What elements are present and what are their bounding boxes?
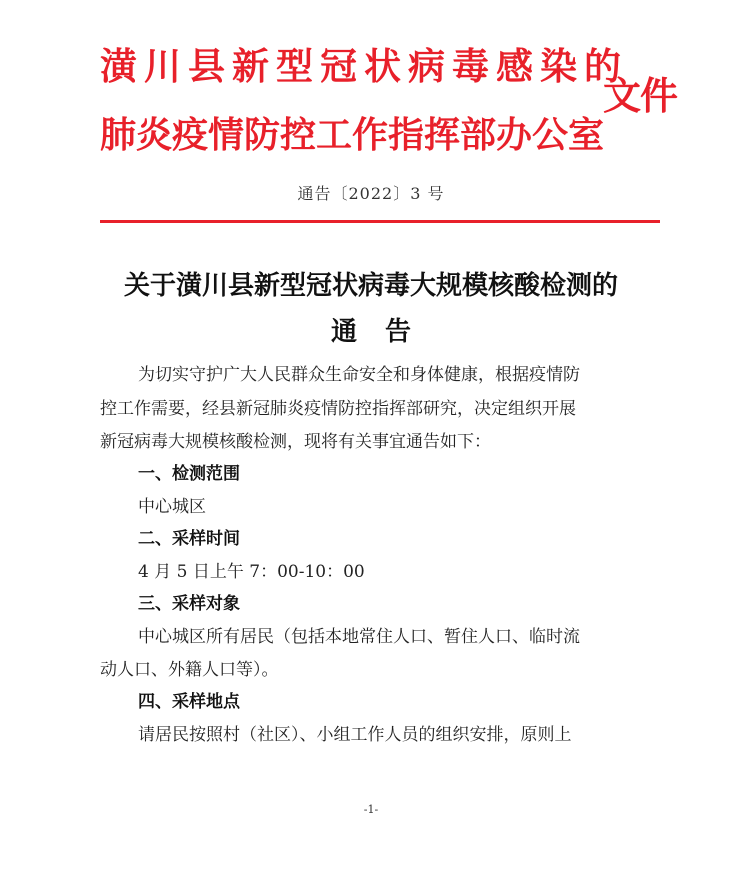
section-text-subjects-line-1: 中心城区所有居民（包括本地常住人口、暂住人口、临时流 <box>138 627 580 647</box>
document-label: 文件 <box>603 73 678 118</box>
section-heading-subjects: 三、采样对象 <box>138 594 240 614</box>
section-text-scope: 中心城区 <box>138 497 206 517</box>
section-heading-scope: 一、检测范围 <box>138 464 240 484</box>
red-divider <box>100 220 660 223</box>
issuer-name-line-2: 肺炎疫情防控工作指挥部办公室 <box>100 115 605 156</box>
intro-paragraph-line-2: 控工作需要，经县新冠肺炎疫情防控指挥部研究，决定组织开展 <box>100 399 576 419</box>
section-text-subjects-line-2: 动人口、外籍人口等）。 <box>100 660 279 680</box>
section-heading-location: 四、采样地点 <box>138 692 240 712</box>
intro-paragraph-line-3: 新冠病毒大规模核酸检测，现将有关事宜通告如下： <box>100 432 491 452</box>
intro-paragraph-line-1: 为切实守护广大人民群众生命安全和身体健康，根据疫情防 <box>138 365 580 385</box>
section-text-time: 4 月 5 日上午 7：00-10：00 <box>138 562 365 582</box>
document-title-line-1: 关于潢川县新型冠状病毒大规模核酸检测的 <box>123 271 618 301</box>
document-number: 通告〔2022〕3 号 <box>297 184 445 203</box>
section-text-location-line-1: 请居民按照村（社区）、小组工作人员的组织安排，原则上 <box>138 725 572 745</box>
issuer-name-line-1: 潢川县新型冠状病毒感染的 <box>100 45 628 88</box>
section-heading-time: 二、采样时间 <box>138 529 240 549</box>
page-number: -1- <box>363 803 379 816</box>
document-title-line-2: 通告 <box>330 317 439 347</box>
